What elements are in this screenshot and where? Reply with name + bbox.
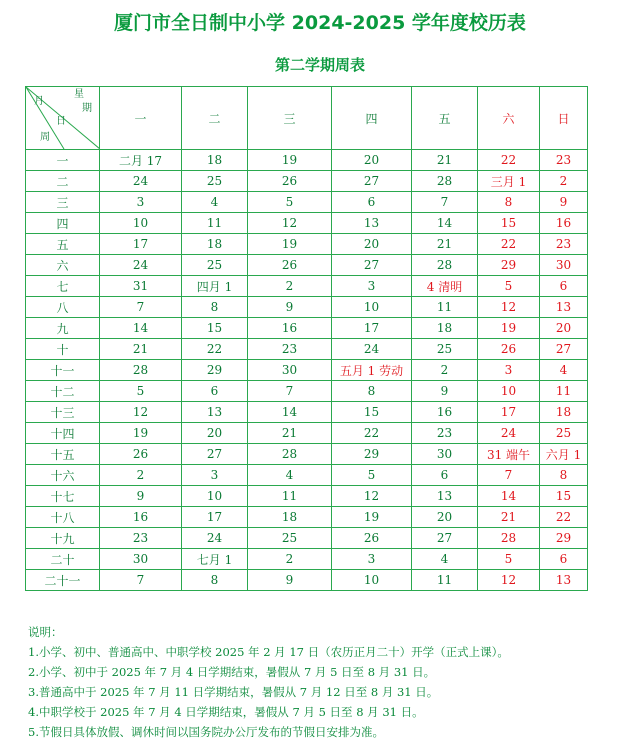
day-cell: 12 [478,297,540,318]
day-cell: 3 [182,465,248,486]
day-cell: 8 [540,465,588,486]
weekday-header-fri: 五 [412,87,478,150]
day-cell: 25 [540,423,588,444]
day-cell: 30 [100,549,182,570]
day-cell: 27 [182,444,248,465]
day-cell: 15 [478,213,540,234]
day-cell: 13 [540,570,588,591]
day-cell: 2 [248,276,332,297]
week-row [26,255,588,276]
day-cell: 7 [100,570,182,591]
day-cell: 3 [332,276,412,297]
header-row [26,87,588,150]
page-title: 厦门市全日制中小学 2024-2025 学年度校历表 [114,12,526,34]
day-cell: 30 [248,360,332,381]
notes-section [28,622,628,742]
week-number-cell: 十 [26,339,100,360]
week-row [26,192,588,213]
day-cell: 23 [248,339,332,360]
day-cell: 31 端午 [478,444,540,465]
day-cell: 21 [412,150,478,171]
day-cell: 11 [412,297,478,318]
day-cell: 20 [412,507,478,528]
day-cell: 11 [182,213,248,234]
day-cell: 15 [540,486,588,507]
day-cell: 18 [540,402,588,423]
day-cell: 5 [100,381,182,402]
week-row [26,276,588,297]
day-cell: 12 [248,213,332,234]
week-row [26,402,588,423]
day-cell: 20 [540,318,588,339]
day-cell: 23 [540,234,588,255]
week-number-cell: 二十 [26,549,100,570]
day-cell: 25 [182,255,248,276]
week-row [26,297,588,318]
day-cell: 29 [182,360,248,381]
day-cell: 26 [100,444,182,465]
day-cell: 8 [332,381,412,402]
day-cell: 19 [332,507,412,528]
day-cell: 21 [248,423,332,444]
corner-qi-label: 期 [82,103,92,114]
day-cell: 20 [332,150,412,171]
day-cell: 9 [540,192,588,213]
day-cell: 七月 1 [182,549,248,570]
day-cell: 17 [100,234,182,255]
day-cell: 3 [100,192,182,213]
day-cell: 16 [100,507,182,528]
day-cell: 26 [332,528,412,549]
week-row [26,318,588,339]
day-cell: 19 [478,318,540,339]
week-row [26,150,588,171]
week-row [26,444,588,465]
day-cell: 6 [332,192,412,213]
weekday-header-mon: 一 [100,87,182,150]
note-item: 2.小学、初中于 2025 年 7 月 4 日学期结束，暑假从 7 月 5 日至 8 月 31 日。 [28,665,436,679]
week-row [26,234,588,255]
note-item: 1.小学、初中、普通高中、中职学校 2025 年 2 月 17 日（农历正月二十）开学（正式上课）。 [28,645,509,659]
day-cell: 13 [412,486,478,507]
day-cell: 14 [412,213,478,234]
day-cell: 27 [540,339,588,360]
day-cell: 五月 1 劳动 [332,360,412,381]
week-row [26,528,588,549]
day-cell: 19 [248,234,332,255]
week-number-cell: 六 [26,255,100,276]
day-cell: 18 [248,507,332,528]
day-cell: 23 [412,423,478,444]
week-row [26,507,588,528]
corner-day-label: 日 [56,116,66,127]
day-cell: 9 [248,297,332,318]
day-cell: 30 [412,444,478,465]
day-cell: 19 [100,423,182,444]
week-number-cell: 八 [26,297,100,318]
week-number-cell: 一 [26,150,100,171]
day-cell: 22 [332,423,412,444]
corner-star-label: 星 [74,89,84,100]
day-cell: 9 [100,486,182,507]
day-cell: 5 [332,465,412,486]
day-cell: 13 [182,402,248,423]
day-cell: 10 [182,486,248,507]
day-cell: 21 [100,339,182,360]
day-cell: 22 [540,507,588,528]
day-cell: 22 [182,339,248,360]
day-cell: 12 [478,570,540,591]
week-number-cell: 十七 [26,486,100,507]
day-cell: 4 清明 [412,276,478,297]
day-cell: 25 [182,171,248,192]
day-cell: 21 [478,507,540,528]
day-cell: 6 [540,549,588,570]
corner-cell [26,87,100,150]
day-cell: 18 [412,318,478,339]
day-cell: 29 [332,444,412,465]
week-number-cell: 十五 [26,444,100,465]
week-number-cell: 五 [26,234,100,255]
day-cell: 24 [100,255,182,276]
week-number-cell: 七 [26,276,100,297]
day-cell: 28 [248,444,332,465]
day-cell: 14 [100,318,182,339]
day-cell: 6 [412,465,478,486]
day-cell: 9 [248,570,332,591]
week-row [26,360,588,381]
week-number-cell: 十二 [26,381,100,402]
day-cell: 21 [412,234,478,255]
day-cell: 14 [248,402,332,423]
note-item: 4.中职学校于 2025 年 7 月 4 日学期结束，暑假从 7 月 5 日至 8 月 31 日。 [28,705,424,719]
day-cell: 3 [332,549,412,570]
day-cell: 24 [478,423,540,444]
day-cell: 24 [332,339,412,360]
day-cell: 5 [478,549,540,570]
day-cell: 4 [540,360,588,381]
day-cell: 2 [100,465,182,486]
page-subtitle: 第二学期周表 [274,56,365,74]
day-cell: 27 [332,255,412,276]
notes-heading: 说明： [28,625,63,639]
day-cell: 12 [332,486,412,507]
day-cell: 11 [540,381,588,402]
day-cell: 5 [248,192,332,213]
week-number-cell: 十一 [26,360,100,381]
day-cell: 7 [478,465,540,486]
day-cell: 24 [182,528,248,549]
day-cell: 15 [332,402,412,423]
day-cell: 18 [182,234,248,255]
day-cell: 24 [100,171,182,192]
week-number-cell: 三 [26,192,100,213]
day-cell: 23 [540,150,588,171]
day-cell: 10 [332,297,412,318]
day-cell: 8 [182,570,248,591]
day-cell: 8 [478,192,540,213]
day-cell: 17 [182,507,248,528]
day-cell: 30 [540,255,588,276]
week-row [26,549,588,570]
day-cell: 7 [412,192,478,213]
week-number-cell: 二 [26,171,100,192]
day-cell: 4 [412,549,478,570]
day-cell: 10 [332,570,412,591]
day-cell: 26 [248,255,332,276]
day-cell: 28 [412,171,478,192]
day-cell: 18 [182,150,248,171]
day-cell: 22 [478,150,540,171]
week-row [26,423,588,444]
calendar-body [26,150,588,591]
day-cell: 11 [248,486,332,507]
day-cell: 26 [248,171,332,192]
week-number-cell: 十六 [26,465,100,486]
day-cell: 13 [540,297,588,318]
day-cell: 12 [100,402,182,423]
weekday-header-thu: 四 [332,87,412,150]
week-row [26,486,588,507]
week-number-cell: 十四 [26,423,100,444]
day-cell: 三月 1 [478,171,540,192]
weekday-header-tue: 二 [182,87,248,150]
corner-month-label: 月 [34,96,44,107]
day-cell: 28 [412,255,478,276]
day-cell: 25 [412,339,478,360]
day-cell: 3 [478,360,540,381]
day-cell: 31 [100,276,182,297]
week-row [26,570,588,591]
day-cell: 16 [412,402,478,423]
day-cell: 13 [332,213,412,234]
day-cell: 5 [478,276,540,297]
day-cell: 22 [478,234,540,255]
day-cell: 28 [478,528,540,549]
day-cell: 29 [478,255,540,276]
day-cell: 7 [100,297,182,318]
day-cell: 16 [540,213,588,234]
day-cell: 27 [412,528,478,549]
day-cell: 28 [100,360,182,381]
day-cell: 9 [412,381,478,402]
week-row [26,465,588,486]
day-cell: 10 [478,381,540,402]
day-cell: 20 [182,423,248,444]
week-number-cell: 四 [26,213,100,234]
week-number-cell: 九 [26,318,100,339]
day-cell: 23 [100,528,182,549]
day-cell: 26 [478,339,540,360]
day-cell: 14 [478,486,540,507]
day-cell: 16 [248,318,332,339]
day-cell: 8 [182,297,248,318]
weekday-header-wed: 三 [248,87,332,150]
day-cell: 7 [248,381,332,402]
week-row [26,339,588,360]
day-cell: 四月 1 [182,276,248,297]
day-cell: 19 [248,150,332,171]
day-cell: 11 [412,570,478,591]
day-cell: 二月 17 [100,150,182,171]
corner-week-label: 周 [40,132,50,143]
weekday-header-sat: 六 [478,87,540,150]
day-cell: 25 [248,528,332,549]
day-cell: 2 [540,171,588,192]
week-number-cell: 十九 [26,528,100,549]
day-cell: 六月 1 [540,444,588,465]
day-cell: 15 [182,318,248,339]
day-cell: 10 [100,213,182,234]
week-number-cell: 十八 [26,507,100,528]
day-cell: 29 [540,528,588,549]
week-row [26,381,588,402]
calendar-table [25,86,588,591]
week-row [26,171,588,192]
week-number-cell: 十三 [26,402,100,423]
day-cell: 27 [332,171,412,192]
day-cell: 4 [248,465,332,486]
day-cell: 17 [478,402,540,423]
day-cell: 20 [332,234,412,255]
day-cell: 2 [412,360,478,381]
week-number-cell: 二十一 [26,570,100,591]
day-cell: 2 [248,549,332,570]
day-cell: 6 [182,381,248,402]
week-row [26,213,588,234]
day-cell: 4 [182,192,248,213]
day-cell: 6 [540,276,588,297]
note-item: 5.节假日具体放假、调休时间以国务院办公厅发布的节假日安排为准。 [28,725,384,739]
day-cell: 17 [332,318,412,339]
weekday-header-sun: 日 [540,87,588,150]
note-item: 3.普通高中于 2025 年 7 月 11 日学期结束，暑假从 7 月 12 日至 8 月 31 日。 [28,685,439,699]
